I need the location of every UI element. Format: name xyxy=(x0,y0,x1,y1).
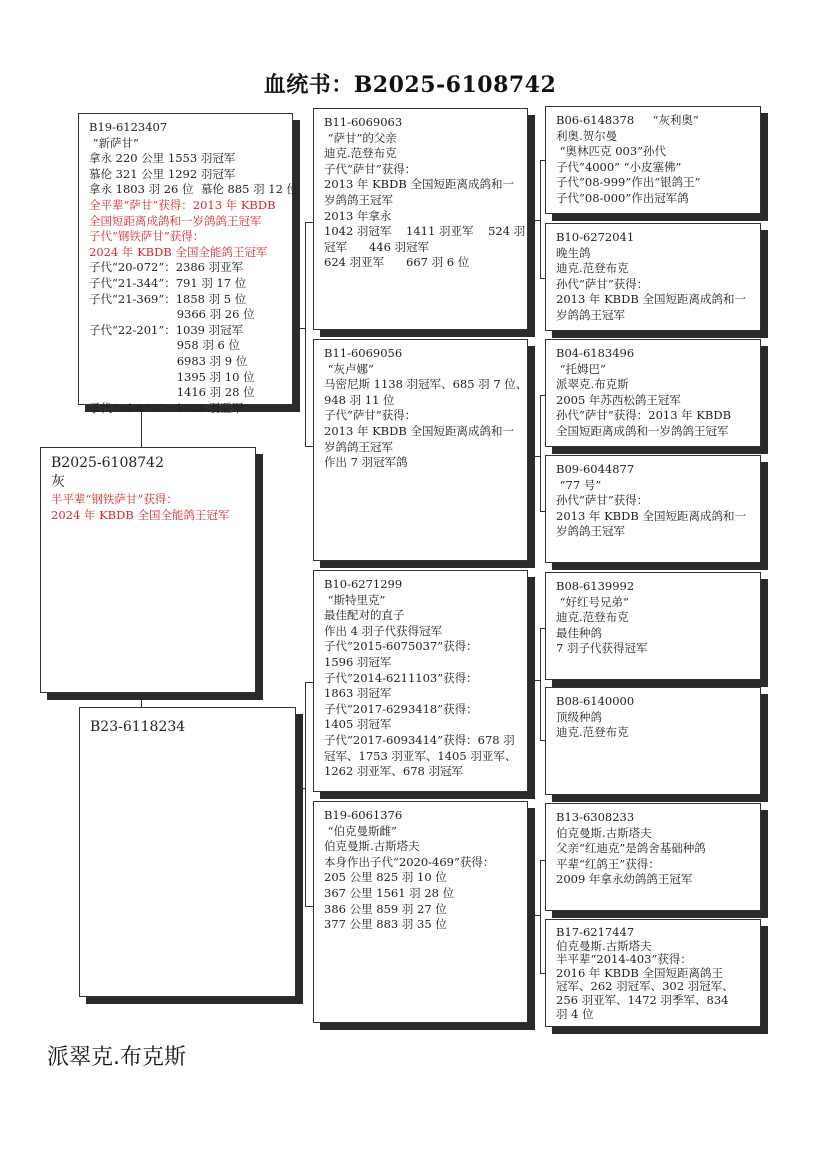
card-line: 子代“萨甘”获得： xyxy=(324,408,417,423)
card-line: “77 号” xyxy=(556,477,602,492)
gen3-card[interactable] xyxy=(545,803,761,911)
card-line: 子代“4000” “小皮塞佛” xyxy=(556,159,682,174)
card-line: 2013 年 KBDB 全国短距离成鸽和一 xyxy=(556,508,746,523)
ring-number: B08-6140000 xyxy=(556,694,635,708)
card-line: 马密尼斯 1138 羽冠军、685 羽 7 位、 xyxy=(324,377,528,392)
card-line: 958 羽 6 位 xyxy=(89,338,240,353)
card-line: 948 羽 11 位 xyxy=(324,392,395,407)
card-line: 冠军、1753 羽亚军、1405 羽亚军、 xyxy=(324,748,517,763)
ring-number: B19-6061376 xyxy=(324,808,403,822)
card-line: 迪克.范登布克 xyxy=(556,261,629,276)
card-line: 2016 年 KBDB 全国短距离鸽王 xyxy=(556,965,723,980)
card-line: “伯克曼斯雌” xyxy=(324,823,397,838)
card-line: 岁鸽鸽王冠军 xyxy=(556,307,625,322)
connector xyxy=(293,328,305,329)
card-line: “斯特里克” xyxy=(324,592,386,607)
card-line: 子代“萨甘”获得： xyxy=(324,161,417,176)
card-line: 子代“08-999”作出“银鸽王” xyxy=(556,175,701,190)
card-line: 2013 年 KBDB 全国短距离成鸽和一 xyxy=(324,177,514,192)
card-line: 2005 年苏西松鸽王冠军 xyxy=(556,392,681,407)
gen3-card[interactable] xyxy=(545,572,761,680)
card-line: 灰 xyxy=(51,474,65,490)
card-line: 孙代“萨甘”获得： xyxy=(556,493,649,508)
connector xyxy=(297,788,305,789)
card-line: “托姆巴” xyxy=(556,361,606,376)
connector xyxy=(305,446,313,447)
card-line: 全国短距离成鸽和一岁鸽鸽王冠军 xyxy=(556,423,729,438)
card-line: 1262 羽亚军、678 羽冠军 xyxy=(324,764,464,779)
card-line: 最佳种鸽 xyxy=(556,625,602,640)
card-line: 岁鸽鸽王冠军 xyxy=(556,524,625,539)
card-line: “灰卢娜” xyxy=(324,361,374,376)
card-line: 岁鸽鸽王冠军 xyxy=(324,439,393,454)
card-line: “奥林匹克 003”孙代 xyxy=(556,144,667,159)
card-line: “好红号兄弟” xyxy=(556,594,629,609)
card-line: 伯克曼斯.古斯塔夫 xyxy=(556,825,652,840)
highlight-line: 2024 年 KBDB 全国全能鸽王冠军 xyxy=(51,507,230,522)
card-line: 子代“2017-6093414”获得：678 羽 xyxy=(324,732,515,747)
card-line: 子代“20-072”：2386 羽亚军 xyxy=(89,260,244,275)
connector xyxy=(528,456,540,457)
gen2-card[interactable] xyxy=(313,570,528,792)
highlight-line: 半平辈“钢铁萨甘”获得： xyxy=(51,492,178,506)
card-line: 256 羽亚军、1472 羽季军、834 xyxy=(556,992,729,1007)
breeder-name: 派翠克.布克斯 xyxy=(47,1045,186,1070)
card-line: 最佳配对的直子 xyxy=(324,608,405,623)
card-line: 377 公里 883 羽 35 位 xyxy=(324,917,447,932)
card-line: 子代“21-369”：1858 羽 5 位 xyxy=(89,291,247,306)
ring-number: B08-6139992 xyxy=(556,579,635,593)
ring-number: B09-6044877 xyxy=(556,462,635,476)
dam-card[interactable] xyxy=(79,707,296,997)
card-line: 半平辈“2014-403”获得： xyxy=(556,952,692,967)
card-line: 1405 羽冠军 xyxy=(324,717,392,732)
highlight-line: 2024 年 KBDB 全国全能鸽王冠军 xyxy=(89,244,268,259)
card-line: 子代“08-000”作出冠军鸽 xyxy=(556,190,689,205)
card-line: 1395 羽 10 位 xyxy=(89,369,255,384)
card-line: 1416 羽 28 位 xyxy=(89,385,255,400)
connector xyxy=(540,860,541,973)
card-line: 2009 年拿永幼鸽鸽王冠军 xyxy=(556,872,693,887)
connector xyxy=(305,222,313,223)
card-line: 拿永 220 公里 1553 羽冠军 xyxy=(89,151,236,166)
card-line: 1596 羽冠军 xyxy=(324,654,392,669)
card-line: “新萨甘” xyxy=(89,135,139,150)
gen3-card[interactable] xyxy=(545,339,761,447)
connector xyxy=(528,220,540,221)
connector xyxy=(141,693,142,707)
connector xyxy=(540,628,541,740)
gen2-card[interactable] xyxy=(313,108,528,330)
sire-card[interactable] xyxy=(78,113,299,415)
ring-number: B19-6123407 xyxy=(89,120,168,134)
card-line: 子代“24-870”：1222 羽亚军 xyxy=(89,400,244,415)
card-line: 冠军 446 羽冠军 xyxy=(324,239,430,254)
card-line: 367 公里 1561 羽 28 位 xyxy=(324,885,455,900)
gen2-card[interactable] xyxy=(313,339,528,561)
highlight-line: 全平辈“萨甘”获得：2013 年 KBDB xyxy=(89,197,276,212)
card-line: 9366 羽 26 位 xyxy=(89,307,255,322)
ring-number: B2025-6108742 xyxy=(51,455,164,471)
card-line: 顶级种鸽 xyxy=(556,709,602,724)
card-line: 孙代“萨甘”获得：2013 年 KBDB xyxy=(556,408,732,423)
card-line: 子代“21-344”：791 羽 17 位 xyxy=(89,275,247,290)
ring-number: B17-6217447 xyxy=(556,925,635,939)
card-line: 2013 年 KBDB 全国短距离成鸽和一 xyxy=(556,292,746,307)
ring-number: B10-6272041 xyxy=(556,230,635,244)
ring-number: B23-6118234 xyxy=(90,719,186,735)
ring-number: B04-6183496 xyxy=(556,346,635,360)
card-line: 205 公里 825 羽 10 位 xyxy=(324,870,447,885)
card-line: 作出 4 羽子代获得冠军 xyxy=(324,623,443,638)
card-line: “萨甘”的父亲 xyxy=(324,130,397,145)
card-line: 孙代“萨甘”获得： xyxy=(556,276,649,291)
card-line: 派翠克.布克斯 xyxy=(556,377,629,392)
gen3-card[interactable] xyxy=(545,919,761,1027)
highlight-line: 子代“钢铁萨甘”获得： xyxy=(89,229,205,244)
connector xyxy=(305,906,313,907)
card-line: 迪克.范登布克 xyxy=(556,725,629,740)
ring-number: B13-6308233 xyxy=(556,810,635,824)
card-line: 晚生鸽 xyxy=(556,245,591,260)
connector xyxy=(540,395,541,511)
card-line: 6983 羽 9 位 xyxy=(89,353,248,368)
gen2-card[interactable] xyxy=(313,801,528,1023)
card-line: 386 公里 859 羽 27 位 xyxy=(324,901,447,916)
card-line: 伯克曼斯.古斯塔夫 xyxy=(556,938,652,953)
card-line: 伯克曼斯.古斯塔夫 xyxy=(324,839,420,854)
card-line: 子代“2015-6075037”获得： xyxy=(324,639,478,654)
gen3-card[interactable] xyxy=(545,106,761,214)
card-line: 子代“22-201”：1039 羽冠军 xyxy=(89,322,244,337)
card-line: 子代“2017-6293418”获得： xyxy=(324,701,478,716)
ring-number: B11-6069056 xyxy=(324,346,403,360)
connector xyxy=(305,222,306,446)
gen3-card[interactable] xyxy=(545,687,761,795)
card-line: 迪克.范登布克 xyxy=(324,146,397,161)
gen3-card[interactable] xyxy=(545,223,761,331)
card-line: 羽 4 位 xyxy=(556,1006,594,1021)
card-line: 2013 年 KBDB 全国短距离成鸽和一 xyxy=(324,423,514,438)
subject-card[interactable] xyxy=(40,447,256,693)
card-line: 7 羽子代获得冠军 xyxy=(556,641,648,656)
pedigree-title: 血统书：B2025-6108742 xyxy=(263,72,557,98)
ring-number: B06-6148378 “灰利奥” xyxy=(556,113,699,127)
connector xyxy=(540,160,541,278)
card-line: 1863 羽冠军 xyxy=(324,686,392,701)
highlight-line: 全国短距离成鸽和一岁鸽鸽王冠军 xyxy=(89,213,262,228)
card-line: 2013 年拿永 xyxy=(324,208,392,223)
card-line: 拿永 1803 羽 26 位 慕伦 885 羽 12 位 xyxy=(89,182,299,197)
connector xyxy=(305,682,306,906)
connector xyxy=(528,915,540,916)
card-line: 父亲“红迪克”是鸽舍基础种鸽 xyxy=(556,841,706,856)
card-line: 利奥.贺尔曼 xyxy=(556,128,618,143)
gen3-card[interactable] xyxy=(545,455,761,563)
connector xyxy=(528,680,540,681)
card-line: 平辈“红鸽王”获得： xyxy=(556,856,660,871)
card-line: 冠军、262 羽冠军、302 羽冠军、 xyxy=(556,979,734,994)
card-line: 岁鸽鸽王冠军 xyxy=(324,192,393,207)
connector xyxy=(305,682,313,683)
ring-number: B10-6271299 xyxy=(324,577,403,591)
card-line: 1042 羽冠军 1411 羽亚军 524 羽 xyxy=(324,224,526,239)
card-line: 慕伦 321 公里 1292 羽冠军 xyxy=(89,166,236,181)
card-line: 本身作出子代“2020-469”获得： xyxy=(324,854,495,869)
card-line: 作出 7 羽冠军鸽 xyxy=(324,455,408,470)
card-line: 子代“2014-6211103”获得： xyxy=(324,670,478,685)
ring-number: B11-6069063 xyxy=(324,115,403,129)
card-line: 624 羽亚军 667 羽 6 位 xyxy=(324,255,470,270)
card-line: 迪克.范登布克 xyxy=(556,610,629,625)
